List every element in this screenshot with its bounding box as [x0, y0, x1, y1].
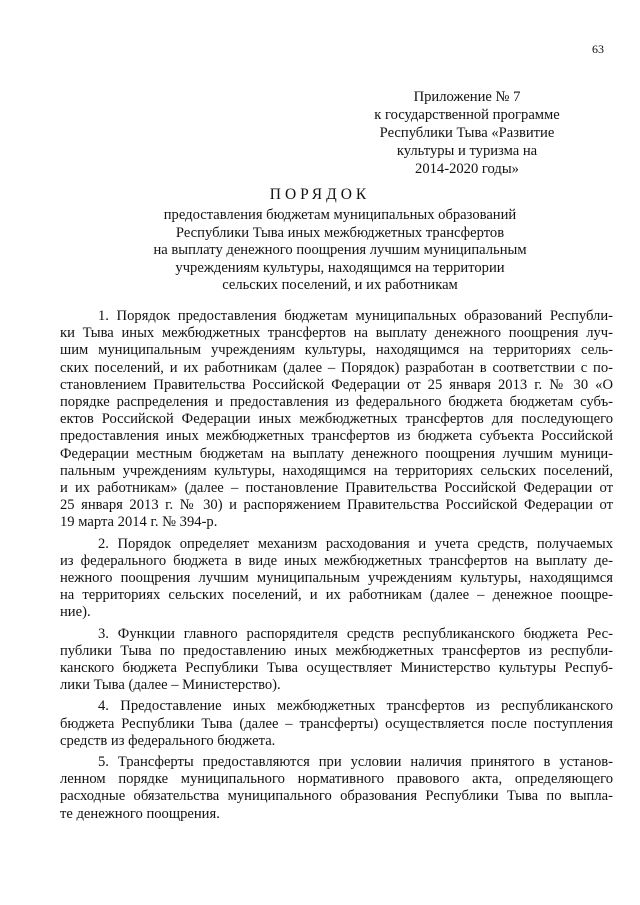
paragraph-line: 25 января 2013 г. № 30) и распоряжением Правительства Российской Федерации от	[60, 497, 613, 514]
paragraph-line: те денежного поощрения.	[60, 805, 220, 822]
paragraph-3	[60, 626, 613, 695]
paragraph-line: публики Тыва по предоставлению иных межбюджетных трансфертов из республи-	[60, 642, 613, 659]
paragraph-line: пальным учреждениям культуры, находящимся на территориях сельских поселений,	[60, 462, 613, 479]
document-title: ПОРЯДОК	[269, 186, 371, 203]
paragraph-line: Федерации местным бюджетам на выплату денежного поощрения лучшим муници-	[60, 445, 613, 462]
paragraph-line: 1. Порядок предоставления бюджетам муниципальных образований Республи-	[98, 308, 613, 324]
appendix-block	[342, 88, 592, 178]
paragraph-line: 19 марта 2014 г. № 394-р.	[60, 514, 218, 531]
paragraph-line: предоставления иных межбюджетных трансфертов из бюджета субъекта Российской	[60, 428, 613, 445]
paragraph-line: на территориях сельских поселений, и их работникам (далее – денежное поощре-	[60, 587, 613, 604]
document-body	[60, 308, 613, 827]
paragraph-line: нежного поощрения лучшим муниципальным учреждениям культуры, находящимся	[60, 570, 613, 587]
paragraph-line: канского бюджета Республики Тыва осуществляет Министерство культуры Респуб-	[60, 660, 613, 677]
subtitle-line: учреждениям культуры, находящимся на территории	[175, 259, 505, 276]
paragraph-line: ние).	[60, 604, 91, 621]
paragraph-line: ских поселений, и их работникам (далее – Порядок) разработан в соответствии с по-	[60, 359, 613, 376]
document-subtitle	[100, 207, 580, 295]
subtitle-line: предоставления бюджетам муниципальных образований	[163, 207, 517, 223]
paragraph-line: средств из федерального бюджета.	[60, 732, 276, 749]
paragraph-line: лики Тыва (далее – Министерство).	[60, 677, 281, 694]
appendix-line: Приложение № 7	[413, 89, 521, 105]
paragraph-line: расходные обязательства муниципального образования Республики Тыва по выпла-	[60, 788, 613, 805]
paragraph-line: ленном порядке муниципального нормативного правового акта, определяющего	[60, 771, 613, 788]
paragraph-4	[60, 698, 613, 750]
paragraph-line: 3. Функции главного распорядителя средств республиканского бюджета Рес-	[98, 625, 613, 642]
subtitle-line: сельских поселений, и их работникам	[222, 277, 458, 294]
paragraph-line: бюджета Республики Тыва (далее – трансферты) осуществляется после поступления	[60, 715, 613, 732]
paragraph-line: из федерального бюджета в виде иных межбюджетных трансфертов на выплату де-	[60, 552, 613, 569]
appendix-line: к государственной программе	[374, 107, 560, 123]
paragraph-line: шим муниципальным учреждениям культуры, находящимся на территориях сель-	[60, 342, 613, 359]
paragraph-5	[60, 754, 613, 823]
paragraph-line: ки Тыва иных межбюджетных трансфертов на выплату денежного поощрения луч-	[60, 325, 613, 342]
paragraph-line: 2. Порядок определяет механизм расходования и учета средств, получаемых	[98, 535, 613, 552]
page-number: 63	[592, 42, 604, 56]
paragraph-line: порядке распределения и предоставления из федерального бюджета бюджетам субъ-	[60, 394, 613, 411]
paragraph-2	[60, 536, 613, 622]
paragraph-line: 4. Предоставление иных межбюджетных трансфертов из республиканского	[98, 698, 613, 715]
appendix-line: культуры и туризма на	[396, 143, 538, 159]
paragraph-line: и их работникам» (далее – постановление Правительства Российской Федерации от	[60, 480, 613, 497]
paragraph-line: ектов Российской Федерации иных межбюджетных трансфертов для последующего	[60, 411, 613, 428]
paragraph-line: 5. Трансферты предоставляются при условии наличия принятого в установ-	[98, 754, 613, 771]
subtitle-line: Республики Тыва иных межбюджетных трансфертов	[175, 224, 505, 241]
appendix-line: Республики Тыва «Развитие	[379, 125, 555, 141]
appendix-line: 2014-2020 годы»	[415, 161, 519, 177]
paragraph-line: становлением Правительства Российской Федерации от 25 января 2013 г. № 30 «О	[60, 376, 613, 393]
paragraph-1	[60, 308, 613, 532]
subtitle-line: на выплату денежного поощрения лучшим муниципальным	[153, 242, 527, 259]
